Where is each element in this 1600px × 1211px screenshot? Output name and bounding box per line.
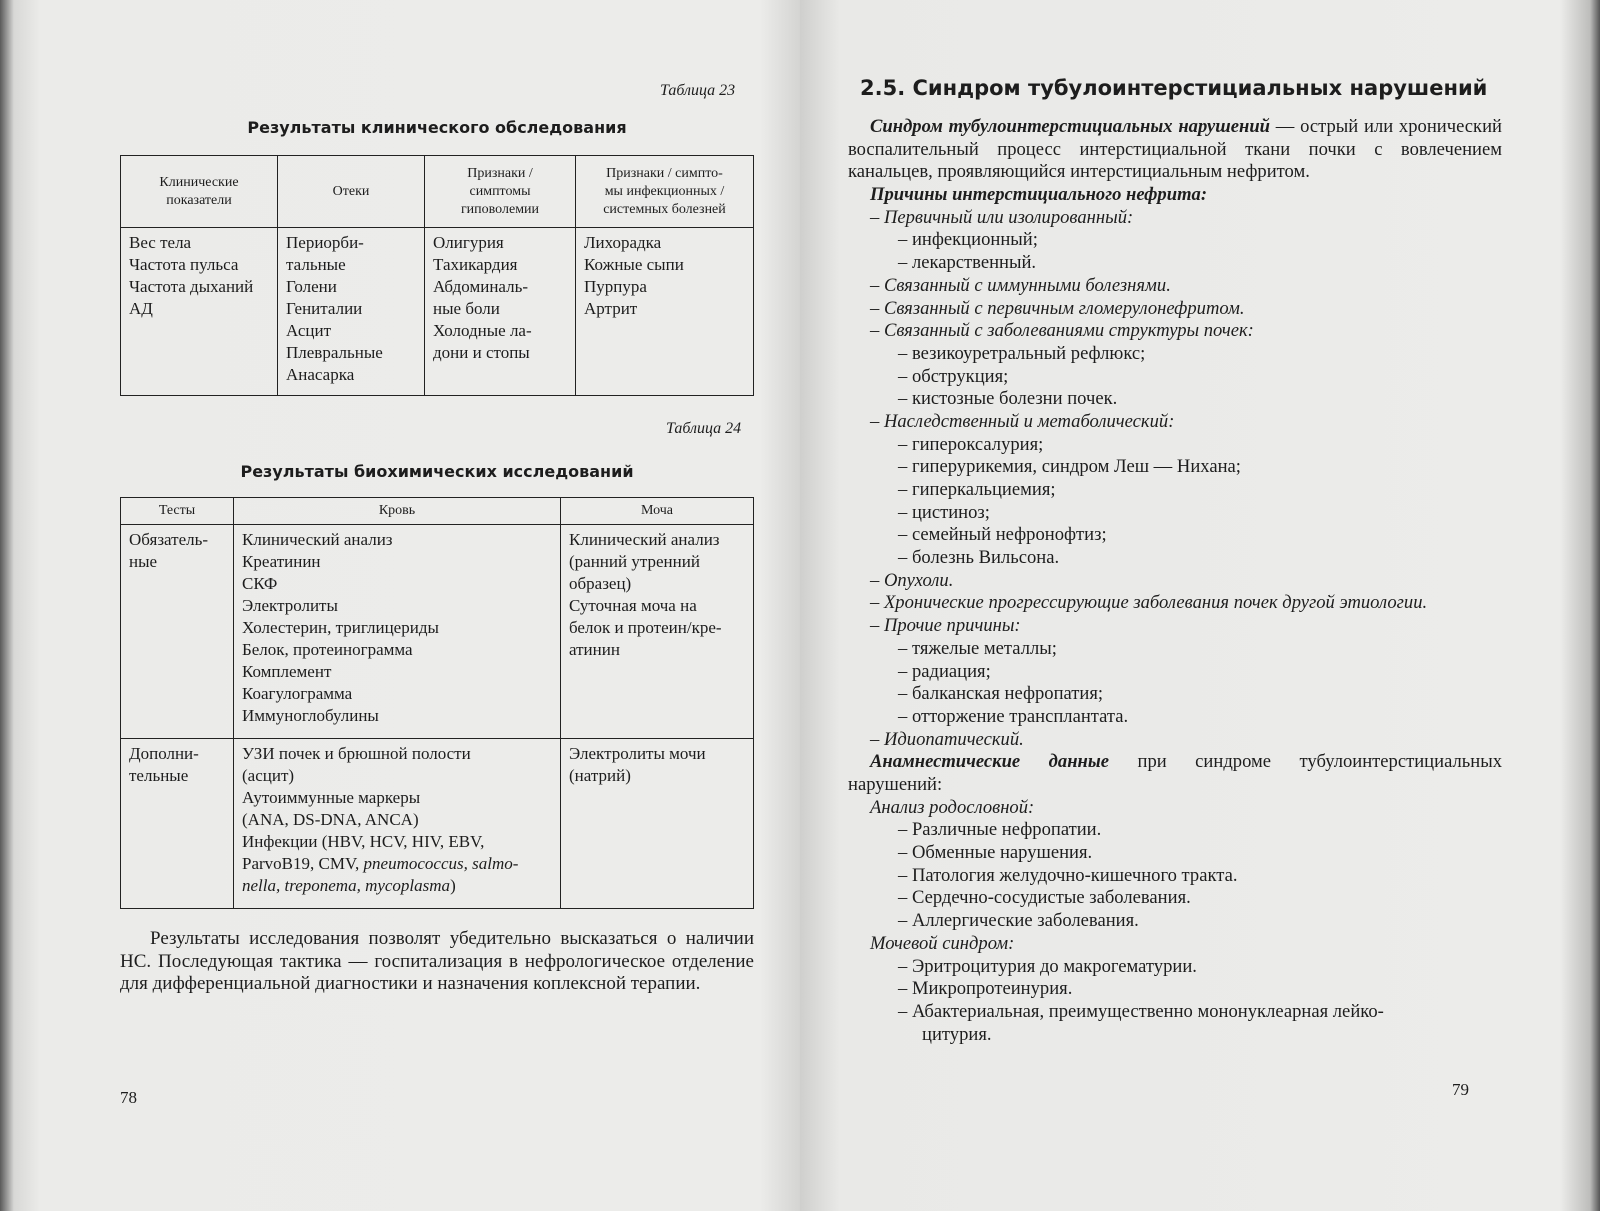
list-item: цитурия. — [922, 1023, 992, 1045]
list-item: – лекарственный. — [898, 252, 1037, 274]
anamnesis-list — [870, 797, 1502, 1047]
blood-text: УЗИ почек и брюшной полости (асцит) Аутоиммунные маркеры (ANA, DS-DNA, ANCA) Инфекции (HBV, HCV, HIV, EBV, ParvoB19, CMV, — [242, 744, 485, 873]
list-item: – кистозные болезни почек. — [898, 388, 1118, 410]
list-item: – отторжение трансплантата. — [898, 705, 1129, 727]
section-heading: 2.5. Синдром тубулоинтерстициальных нарушений — [860, 76, 1488, 100]
table24-caption: Таблица 24 — [666, 420, 742, 437]
anamnesis-term: Анамнестические данные — [870, 751, 1109, 773]
blood-tail-text: ) — [450, 876, 456, 895]
table23-header: Отеки — [278, 156, 425, 228]
table23 — [120, 155, 754, 396]
list-item: – Связанный с первичным гломерулонефритом. — [870, 297, 1245, 319]
conclusion-paragraph: Результаты исследования позволят убедительно высказаться о наличии НС. Последующая тактика — госпитализация в нефрологическое отделение для дифференциальной диагностики и назначения коплексной терапии. — [120, 928, 754, 995]
table23-cell: Периорби- тальные Голени Гениталии Асцит Плевральные Анасарка — [278, 228, 425, 396]
table23-cell: Олигурия Тахикардия Абдоминаль- ные боли Холодные ла- дони и стопы — [425, 228, 576, 396]
list-item: – Связанный с заболеваниями структуры почек: — [870, 320, 1254, 342]
page-number: 78 — [120, 1088, 137, 1107]
list-item: – Абактериальная, преимущественно мононуклеарная лейко- — [898, 1000, 1384, 1022]
list-item: – болезнь Вильсона. — [898, 547, 1060, 569]
list-item: – гипероксалурия; — [898, 433, 1044, 455]
table23-cell: Лихорадка Кожные сыпи Пурпура Артрит — [576, 228, 754, 396]
table24-urine-cell: Электролиты мочи (натрий) — [561, 739, 754, 909]
list-item: Причины интерстициального нефрита: — [870, 184, 1208, 206]
list-item: – цистиноз; — [898, 501, 990, 523]
table24-test-cell: Дополни- тельные — [121, 739, 234, 909]
table24-title: Результаты биохимических исследований — [240, 462, 634, 481]
table23-header-row — [121, 156, 754, 228]
table-row — [121, 228, 754, 396]
table24-blood-cell — [234, 739, 561, 909]
list-item: – балканская нефропатия; — [898, 683, 1104, 705]
table24-test-cell: Обязатель- ные — [121, 525, 234, 739]
table23-header: Клинические показатели — [121, 156, 278, 228]
list-item: – Различные нефропатии. — [898, 819, 1102, 841]
table24-urine-cell: Клинический анализ (ранний утренний образец) Суточная моча на белок и протеин/кре- атинин — [561, 525, 754, 739]
list-item: – Микропротеинурия. — [898, 978, 1073, 1000]
list-item: – гиперкальциемия; — [898, 479, 1056, 501]
page-number: 79 — [1452, 1080, 1469, 1099]
table-row — [121, 525, 754, 739]
table23-header: Признаки / симптомы гиповолемии — [425, 156, 576, 228]
blood-italic-text: pneumococcus, salmo- nella, treponema, mycoplasma — [242, 854, 519, 895]
anamnesis-paragraph — [848, 751, 1502, 796]
list-item: – Сердечно-сосудистые заболевания. — [898, 887, 1191, 909]
list-item: – обструкция; — [898, 365, 1009, 387]
causes-list — [870, 184, 1502, 751]
list-item: – Первичный или изолированный: — [870, 206, 1134, 228]
table24 — [120, 497, 754, 909]
intro-definition: — острый или хронический воспалительный процесс интерстициальной ткани почки с вовлечением канальцев, проявляющийся интерстициальным нефритом. — [848, 116, 1502, 183]
table24-header-row — [121, 498, 754, 525]
section-body — [848, 116, 1502, 1046]
table23-header: Признаки / симпто- мы инфекционных / системных болезней — [576, 156, 754, 228]
table24-header: Тесты — [121, 498, 234, 525]
list-item: – Патология желудочно-кишечного тракта. — [898, 864, 1238, 886]
intro-term: Синдром тубулоинтерстициальных нарушений — [870, 116, 1271, 137]
anamnesis-text: при синдроме тубулоинтерстициальных нарушений: — [848, 751, 1502, 795]
table24-blood-cell: Клинический анализ Креатинин СКФ Электролиты Холестерин, триглицериды Белок, протеинограмма Комплемент Коагулограмма Иммуноглобулины — [234, 525, 561, 739]
table23-caption: Таблица 23 — [660, 82, 736, 99]
list-item: – везикоуретральный рефлюкс; — [898, 342, 1146, 364]
list-item: – Связанный с иммунными болезнями. — [870, 274, 1171, 296]
list-item: – Хронические прогрессирующие заболевания почек другой этиологии. — [870, 592, 1428, 614]
list-item: – Эритроцитурия до макрогематурии. — [898, 955, 1197, 977]
table24-header: Кровь — [234, 498, 561, 525]
list-item: – Опухоли. — [870, 569, 954, 591]
list-item: – Идиопатический. — [870, 728, 1024, 750]
list-item: – тяжелые металлы; — [898, 637, 1057, 659]
list-item: – гиперурикемия, синдром Леш — Нихана; — [898, 456, 1241, 478]
list-item: – инфекционный; — [898, 229, 1038, 251]
list-item: – семейный нефронофтиз; — [898, 524, 1107, 546]
list-item: Мочевой синдром: — [870, 932, 1015, 954]
table23-cell: Вес тела Частота пульса Частота дыханий АД — [121, 228, 278, 396]
list-item: – Прочие причины: — [870, 615, 1021, 637]
list-item: – Наследственный и метаболический: — [870, 410, 1175, 432]
table23-title: Результаты клинического обследования — [247, 118, 627, 137]
list-item: – Обменные нарушения. — [898, 842, 1093, 864]
table-row — [121, 739, 754, 909]
list-item: – Аллергические заболевания. — [898, 910, 1139, 932]
list-item: Анализ родословной: — [870, 796, 1035, 818]
list-item: – радиация; — [898, 660, 991, 682]
table24-header: Моча — [561, 498, 754, 525]
intro-paragraph — [848, 116, 1502, 184]
